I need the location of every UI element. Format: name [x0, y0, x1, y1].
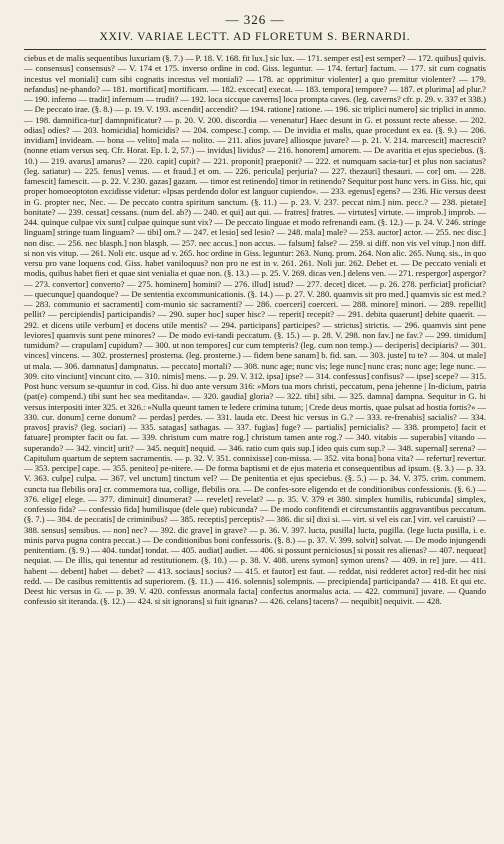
variant-readings-text: ciebus et de malis sequentibus luxuriam (§. 7.) — P. 18. V. 168. fit lux.] sic lux. — 171. semper est] est semper? — 172. quibus] quivis. — consensus] consensus? — V. 174 et 175. inverso ordine in cod. Giss. leguntur. — 174. fertur] factum. — 177. sit cum cognatis incestus vel moniali] cum sibi cognatis incestus vel moniali? — 178. ac opprimitur violenter] a quo premitur violenter? — 179. nefandus] ne-phando? — 181. mortificat] mortificam. — 182. excecat] execat. — 183. tempora] tempore? — 187. et plurima] ad plur.? — 190. inferno — tradit] infernum — trudit? — 192. loca siccque caverns] loca prompta caves. (leg. caverns? cfr. p. 29. v. 337 et 338.) — De peccato irae. (§. 8.) — p. 19. V. 193. ascendit] accendit? — 194. ratione] ratione. — 196. sic triplici numero] sic triplici in anmo. — 198. damnifica-tur] damnpnificatur? — p. 20. V. 200. discordia — venenatur] Haec desunt in G. et possunt recte abesse. — 202. odias] odies? — 203. homicidia] homicidis? — 204. compesc.] comp. — De invidia et malis, quae procedunt ex ea. (§. 9.) — 206. invidiam] invideam. — bona — velito] mala — nolito. — 211. alios juvare] alliosque juvare? — p. 21. V. 214. marcescit] macrescit? (nonne etiam versus seq. Cfr. Horat. Ep. I. 2, 57.) — invidus] lividus? — 216. honorem] amorem. — De avaritia et ejus speciebus. (§. 10.) — 219. avarus] amarus? — 220. capit] cupit? — 221. proponit] praeponit? — 222. et numquam sacia-tur] et plus non saciatus? (leg. satiatur) — 225. fenus] venus. — et fraud.] et om. — 226. pericula] perjuria? — 227. thezauri] thesauri. — cor] om. — 228. famescit] famescit. — p. 22. V. 230. gazas] gazam. — timor est retinendo] timor in retinendo? Sequitur post hunc vers. in Giss. hic, qui proper homoeoptoton excidisse videtur: »Ipsas perdendo dolor est languor cupiendo«. — 233. egenus] egens? — 236. Hic versus deest in G. propter nec, Nec. — De peccato contra spiritum sanctum. (§. 11.) — p. 23. V. 237. peccat nim.] nim. pecc.? — 238. pietate] bonitate? — 239. cessat] cessans. (num del. ab?) — 240. et qui] aut qui. — fratres] fratres. — virtutes] virtute. — improb.] improb. — 244. quinque culpae vix sunt] culpae quinque sunt vix? — De peccato linguae et modo refrenandi eam. (§. 12.) — p. 24. V. 246. stringe linguam] stringe tuam linguam? — tibi] om.? — 247. et lesio] sed lesio? — 248. mala] male? — 253. auctor] actor. — 255. nec disc.] non disc. — 256. nec blasph.] non blasph. — 257. nec accus.] non accus. — falsum] false? — 259. si diff. non vis vel vitup.] non diff. si non vis vitup. — 261. Noli etc. usque ad v. 265. hoc ordine in Giss. leguntur: 263. Nunq. prom. 264. Non alic. 265. Nunq. sis., in quo versu pro vane loquens cod. Giss. habet vaniloquus? non pro ne est in v. 261. 261. Noli jur. 262. Debet et. — De peccato veniali et modis, quibus habet fieri et quae sint venialia et quae non. (§. 13.) — p. 25. V. 269. dicas ven.] delens ven. — 271. respergor] aspergor? — 273. convertor] converto? — 275. hominem] homini? — 276. illud] istud? — 277. decet] dicet. — p. 26. 278. perficiat] proficiat? — quecunque] quandoque? — De sententia excommunicationis. (§. 14.) — p. 27. V. 280. quamvis sit pro med.] quamvis sic est med.? — 283. communio et sacramenti] com-munio sic sacramenti? — 286. coerceri] coerceri. — 288. minore] minori. — 289. repellit] pellit? — percipiendis] participandis? — 290. super hoc] super hisc? — reperit] recepit? — 291. debita quaerunt] debite quaerit. — 292. et dicens utile verbum] et docens utile mentis? — 294. participans] participes? — strictus] strictis. — 296. quamvis sint pene leviores] quamvis sunt pene minores? — De modo evi-tandi peccatum. (§. 15.) — p. 28. V. 298. non fav.] ne fav.? — 299. timidum] tumidum? — crapulam] cupidum? — 300. ut non tempores] cur cum tempteris? (leg. cum non temp.) — deciperis] decipiaris? — 301. vinces] vincens. — 302. prosternes] prosterna. (leg. prosterne.) — fidem bene sanam] b. fid. san. — 303. juste] tu te? — 304. ut male] ut mala. — 306. damnatus] dampnatus. — peccato] mortali? — 308. nunc age; nunc vis; lege nunc] nunc cras; nunc age; lege nunc. — 309. cito vinciunt] vincunt cito. — 310. nimis] mens. — p. 29. V. 312. ipsa] ipse? — 314. confessus] confisus? — ipse] scepe? — 315. Post hunc versum se-quuntur in cod. Giss. hi duo ante versum 316: »Mors tua mors christi, peccatum, pena jehenne | In-dicium, patria (pat(e) compend.) tibi sunt hec sea meditanda«. — 320. gaudia] gloria? — 322. tibi] sibi. — 325. damna] dampna. Sequitur in G. hi versus interpositi inter 325. et 326.: »Nulla queunt tamen te ledere crimina tutum; | Crede deus mortis, quae pulsat ad hostia fortis?« — 330. cur. donum] cerne donum? — perdas] perdes. — 331. lauda etc. Deest hic versus in G.? — 333. re-frenabis] sacialis? — 334. pravos] pravis? (leg. sociari) — 335. satagas] sathagas. — 337. fugias] fuge? — partialis] pernicialis? — 338. prompeto] facit et fatuare] prompter facit ou fat. — 339. christum cum matre rog.] christum tamen ante rog.? — 340. vitabis — superabis] vitando — superando? — 342. vincit] urit? — 345. nequit] nequid. — 346. ratio cum quis sup.] ideo quis cum sup.? — 348. supernal] serena? — Capitulum quartum de septem sacramentis. — p. 32. V. 351. connixisse] con-missa. — 352. vita bona] bona vita? — refertur] revertur. — 353. percipe] cape. — 355. peniteo] pe-nitere. — De forma baptismi et de ejus materia et consequentibus ad ipsum. (§. 3.) — p. 33. V. 363. culpe] culpa. — 367. vel unctum] tinctum vel? — De penitentia et ejus speciebus. (§. 5.) — p. 34. V. 375. crim. commem. cuncta tua flebilis ora] cr. commemora tua, collige, flebilis ora. — De confes-sore eligendo et de conditionibus confessionis. (§. 6.) — 376. elige] elege. — 377. diminuit] dinumerat? — revelet] revelat? — p. 35. V. 379 et 380. simplex humilis, rubicunda] simplex, confessio fida? — confessio fida] humilisque (dele que) rubicunda? — De modo confitendi et circumstantiis aggravantibus peccatum. (§. 7.) — 384. de peccatis] de criminibus? — 385. receptis] perceptis? — 386. dic si] dixi si. — virt. si vel eis car.] virt. vel caruisti? — 388. sensus] sensibus. — non] nec? — 392. dic grave] in grave? — p. 36. V. 397. lucta, pusilla] lucta, pugilla. (lege lucta pusilla, i. e. minis parva pugna contra peccat.) — De conditionibus boni confessoris. (§. 8.) — p. 37. V. 399. solvit] solvat. — De modo injungendi penitentiam. (§. 9.) — 404. tundat] tondat. — 405. audiat] audiet. — 406. si possunt perniciosus] si possit res alienas? — 407. nequeat] nequiat. — De illis, qui tenentur ad restitutionem. (§. 10.) — p. 38. V. 408. urens symon] symon urens? — 409. in re] jure. — 411. habent — debent] habet — debet? — 413. sociaus] socius? — 415. et fautor] est faut. — reddat, nisi redderet actor] red-dit hec nisi redd. — De casibus remittentis ad superiorem. (§. 11.) — 416. solennis] solempnis. — precipienda] participanda? — 418. Et qui etc. Deest hic versus in G. — p. 39. V. 420. confessus anormala facta] confectus anormalus acta. — 422. communi] juvare. — Quando confessio sit iteranda. (§. 12.) — 424. si sit ignorans] si fuit ignarus? — 426. celans] tacens? — nequibit] nequivit. — 428.	[24, 53, 486, 607]
page-number: — 326 —	[225, 12, 285, 27]
header-rule	[24, 49, 486, 50]
running-title: XXIV. VARIAE LECTT. AD FLORETUM S. BERNARDI.	[99, 31, 411, 43]
